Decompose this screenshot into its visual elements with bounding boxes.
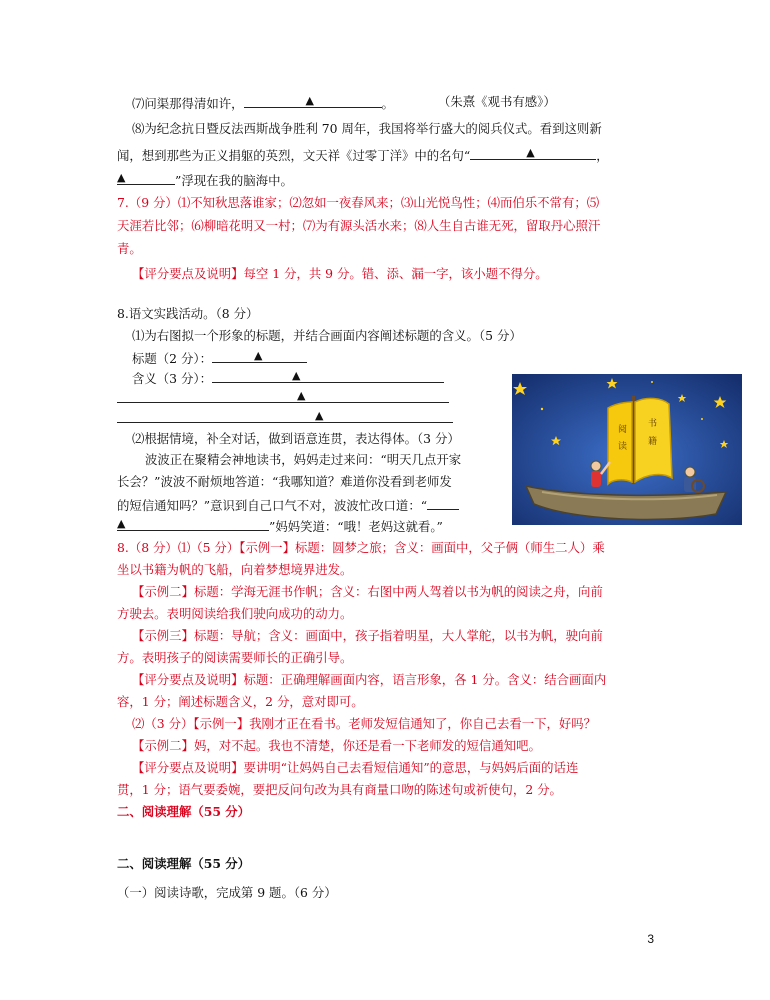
q7-item-8-comma: ，	[596, 148, 609, 163]
meaning-answer-blank	[117, 389, 449, 403]
q8-answer-12: 贯，1 分；语气要委婉，要把反问句改为具有商量口吻的陈述句或祈使句，2 分。	[117, 782, 562, 797]
section-subheading: （一）阅读诗歌，完成第 9 题。（6 分）	[117, 885, 337, 900]
section-heading-red: 二、阅读理解（55 分）	[117, 804, 251, 819]
q7-item-8-line1: ⑻为纪念抗日暨反法西斯战争胜利 70 周年，我国将举行盛大的阅兵仪式。看到这则新	[132, 121, 602, 136]
star-icon	[651, 381, 653, 383]
q8-answer-9: ⑵（3 分）【示例一】我刚才正在看书。老师发短信通知了，你自己去看一下，好吗？	[132, 716, 597, 731]
q8-answer-2: 坐以书籍为帆的飞船，向着梦想境界进发。	[117, 562, 353, 577]
right-sail-char-2: 籍	[648, 437, 658, 447]
q8-part2-prompt: ⑵根据情境，补全对话，做到语意连贯，表达得体。（3 分）	[132, 431, 460, 446]
star-icon	[701, 418, 703, 420]
q8-answer-11: 【评分要点及说明】要讲明“让妈妈自己去看短信通知”的意思，与妈妈后面的话连	[132, 760, 579, 775]
book-sail-boat-illustration	[512, 374, 742, 525]
right-sail-char-1: 书	[648, 419, 658, 429]
q7-item-7-source: （朱熹《观书有感》）	[438, 94, 556, 109]
q7-answer-line1: 7.（9 分）⑴不知秋思落谁家；⑵忽如一夜春风来；⑶山光悦鸟性；⑷而伯乐不常有；⑸	[117, 195, 600, 210]
answer-blank	[470, 146, 596, 160]
q8-answer-6: 方。表明孩子的阅读需要师长的正确引导。	[117, 650, 353, 665]
q8-answer-7: 【评分要点及说明】标题：正确理解画面内容，语言形象，各 1 分。含义：结合画面内	[132, 672, 607, 687]
answer-blank	[244, 94, 382, 108]
q8-title: 8.语文实践活动。（8 分）	[117, 306, 259, 321]
q7-item-7-text: ⑺问渠那得清如许，	[132, 96, 244, 111]
q8-meaning-field	[132, 369, 444, 387]
q8-answer-10: 【示例二】妈，对不起。我也不清楚，你还是看一下老师发的短信通知吧。	[132, 738, 541, 753]
blank-marker: ▲	[291, 369, 301, 382]
q8-meaning-line3	[117, 409, 453, 427]
q8-answer-5: 【示例三】标题：导航；含义：画面中，孩子指着明星，大人掌舵，以书为帆，驶向前	[132, 628, 603, 643]
q8-dialogue-line4-text: ”妈妈笑道：“哦！老妈这就看。”	[269, 519, 443, 534]
star-icon	[541, 408, 543, 410]
q8-answer-8: 容，1 分；阐述标题含义，2 分，意对即可。	[117, 694, 364, 709]
q8-dialogue-line3	[117, 496, 459, 514]
meaning-label: 含义（3 分）：	[132, 371, 212, 386]
q7-answer-line2: 天涯若比邻；⑹柳暗花明又一村；⑺为有源头活水来；⑻人生自古谁无死，留取丹心照汗	[117, 218, 601, 233]
q7-item-8-line2	[117, 146, 609, 164]
q8-dialogue-line4	[117, 517, 443, 535]
q8-dialogue-line3-text: 的短信通知吗？”意识到自己口气不对，波波忙改口道：“	[117, 498, 428, 513]
blank-marker: ▲	[526, 146, 535, 159]
left-sail-char-1: 阅	[618, 425, 628, 435]
q8-meaning-line2	[117, 389, 449, 407]
q7-rubric: 【评分要点及说明】每空 1 分，共 9 分。错、添、漏一字，该小题不得分。	[132, 266, 548, 281]
q7-item-8-line2-text: 闻，想到那些为正义捐躯的英烈，文天祥《过零丁洋》中的名句“	[117, 148, 471, 163]
blank-marker: ▲	[117, 517, 126, 530]
meaning-answer-blank	[117, 409, 453, 423]
q7-item-7-end: 。	[381, 96, 394, 111]
q8-answer-4: 方驶去。表明阅读给我们驶向成功的动力。	[117, 606, 353, 621]
blank-marker: ▲	[305, 94, 314, 107]
blank-marker: ▲	[253, 349, 263, 362]
q8-answer-3: 【示例二】标题：学海无涯书作帆；含义：右图中两人驾着以书为帆的阅读之舟，向前	[132, 584, 603, 599]
q8-dialogue-line2: 长会？”波波不耐烦地答道：“我哪知道？难道你没看到老师发	[117, 474, 452, 489]
q7-item-7	[132, 94, 394, 112]
q7-item-8-line3	[117, 171, 293, 189]
blank-marker: ▲	[315, 409, 324, 422]
q8-title-field	[132, 349, 307, 367]
q7-answer-line3: 青。	[117, 241, 142, 256]
dialogue-answer-blank	[427, 496, 459, 510]
q8-dialogue-line1: 波波正在聚精会神地读书，妈妈走过来问：“明天几点开家	[145, 452, 462, 467]
section-heading: 二、阅读理解（55 分）	[117, 856, 251, 871]
blank-marker: ▲	[297, 389, 306, 402]
meaning-answer-blank	[212, 369, 444, 383]
title-answer-blank	[212, 349, 307, 363]
q8-part1-prompt: ⑴为右图拟一个形象的标题，并结合画面内容阐述标题的含义。（5 分）	[132, 328, 522, 343]
blank-marker: ▲	[117, 171, 126, 184]
title-label: 标题（2 分）：	[132, 351, 212, 366]
dialogue-answer-blank	[117, 517, 269, 531]
left-sail-char-2: 读	[618, 442, 628, 452]
page-number: 3	[647, 932, 654, 946]
q8-answer-1: 8.（8 分）⑴（5 分）【示例一】标题：圆梦之旅；含义：画面中，父子俩（师生二人）乘	[117, 540, 605, 555]
answer-blank	[117, 171, 175, 185]
q7-item-8-line3-text: ”浮现在我的脑海中。	[175, 173, 293, 188]
